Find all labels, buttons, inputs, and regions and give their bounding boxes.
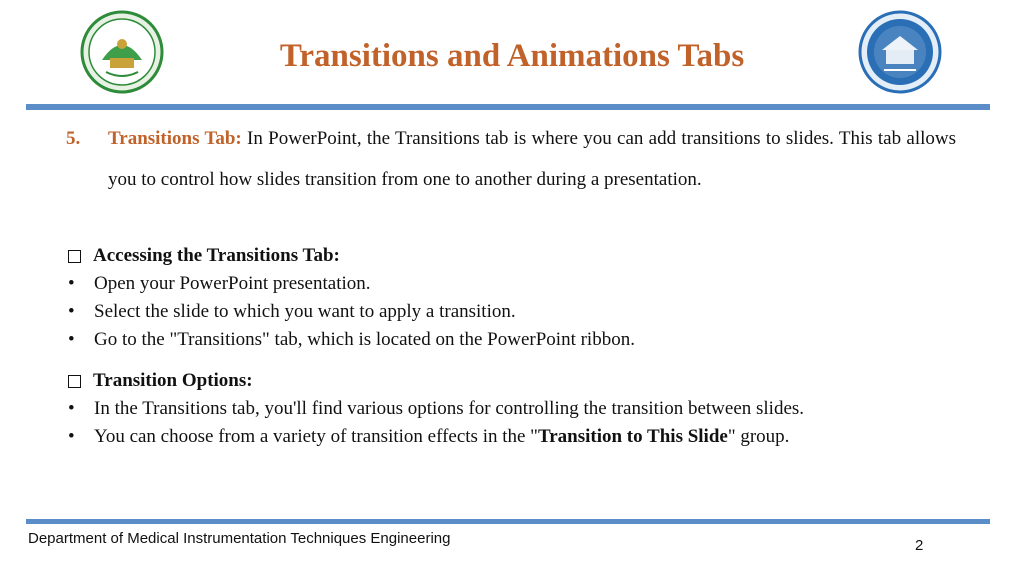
bullet-dot-icon: • [68, 329, 75, 350]
intro-lead: Transitions Tab: [108, 128, 242, 149]
list-item: • Select the slide to which you want to apply a transition. [66, 298, 966, 326]
footer-divider [26, 519, 990, 524]
section-transition-options [66, 367, 966, 451]
bullet-dot-icon: • [68, 398, 75, 419]
section-heading [66, 242, 966, 270]
footer-department: Department of Medical Instrumentation Techniques Engineering [28, 530, 451, 547]
list-item: • You can choose from a variety of transition effects in the "Transition to This Slide" group. [66, 423, 966, 451]
bullet-list [66, 395, 966, 451]
list-item: • Go to the "Transitions" tab, which is located on the PowerPoint ribbon. [66, 326, 966, 354]
checkbox-icon [68, 375, 81, 388]
item-number: 5. [66, 128, 81, 149]
intro-body [108, 118, 956, 200]
section-heading-text: Transition Options: [93, 370, 253, 391]
intro-text: In PowerPoint, the Transitions tab is where you can add transitions to slides. This tab allows you to control how slides transition from one to another during a presentation. [108, 128, 957, 190]
page-number: 2 [915, 537, 924, 554]
bullet-dot-icon: • [68, 301, 75, 322]
page-title: Transitions and Animations Tabs [279, 38, 745, 74]
bullet-list [66, 270, 966, 354]
section-accessing [66, 242, 966, 354]
checkbox-icon [68, 250, 81, 263]
section-heading-text: Accessing the Transitions Tab: [93, 245, 340, 266]
list-item: • Open your PowerPoint presentation. [66, 270, 966, 298]
group-name: Transition to This Slide [537, 426, 728, 447]
intro-paragraph [66, 118, 956, 200]
bullet-dot-icon: • [68, 273, 75, 294]
list-item: • In the Transitions tab, you'll find various options for controlling the transition between slides. [66, 395, 966, 423]
section-heading [66, 367, 966, 395]
header-divider [26, 104, 990, 110]
bullet-dot-icon: • [68, 426, 75, 447]
